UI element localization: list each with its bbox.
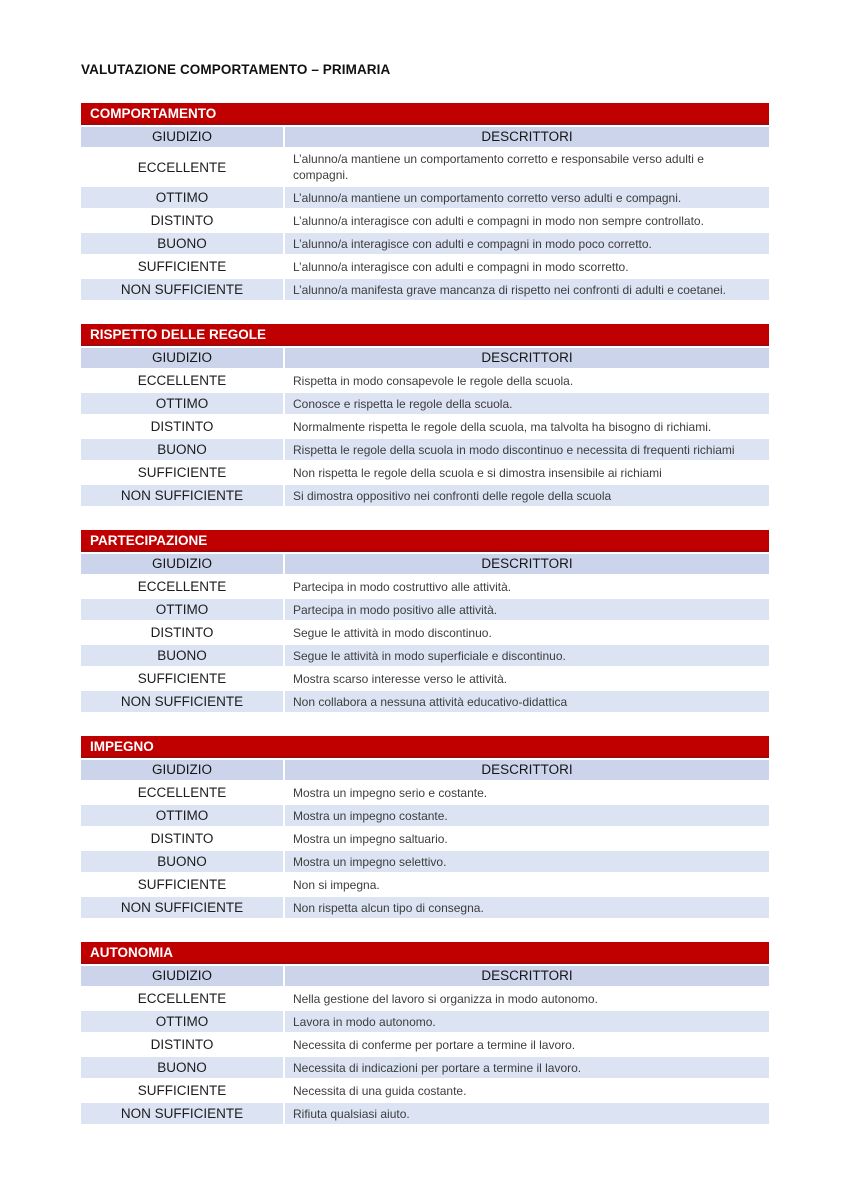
column-header-giudizio: GIUDIZIO xyxy=(81,348,284,369)
column-header-descrittori: DESCRITTORI xyxy=(284,127,769,148)
column-header-giudizio: GIUDIZIO xyxy=(81,760,284,781)
column-header-row xyxy=(81,127,769,148)
giudizio-cell: SUFFICIENTE xyxy=(81,873,284,896)
descrittore-cell: Nella gestione del lavoro si organizza in modo autonomo. xyxy=(284,987,769,1010)
table-row xyxy=(81,850,769,873)
table-row xyxy=(81,186,769,209)
table-row xyxy=(81,1033,769,1056)
column-header-giudizio: GIUDIZIO xyxy=(81,554,284,575)
giudizio-cell: NON SUFFICIENTE xyxy=(81,1102,284,1124)
giudizio-cell: SUFFICIENTE xyxy=(81,667,284,690)
column-header-descrittori: DESCRITTORI xyxy=(284,348,769,369)
descrittore-cell: Normalmente rispetta le regole della scuola, ma talvolta ha bisogno di richiami. xyxy=(284,415,769,438)
giudizio-cell: NON SUFFICIENTE xyxy=(81,896,284,918)
table-row xyxy=(81,621,769,644)
giudizio-cell: SUFFICIENTE xyxy=(81,1079,284,1102)
descrittore-cell: Rispetta le regole della scuola in modo discontinuo e necessita di frequenti richiami xyxy=(284,438,769,461)
giudizio-cell: OTTIMO xyxy=(81,598,284,621)
column-header-row xyxy=(81,554,769,575)
descrittore-cell: Non rispetta alcun tipo di consegna. xyxy=(284,896,769,918)
giudizio-cell: ECCELLENTE xyxy=(81,148,284,186)
giudizio-cell: DISTINTO xyxy=(81,621,284,644)
table-row xyxy=(81,232,769,255)
descrittore-cell: Partecipa in modo positivo alle attività. xyxy=(284,598,769,621)
giudizio-cell: DISTINTO xyxy=(81,1033,284,1056)
rubric-category-title: AUTONOMIA xyxy=(81,942,769,964)
table-row xyxy=(81,209,769,232)
rubric-table-autonomia xyxy=(81,942,769,1124)
descrittore-cell: Si dimostra oppositivo nei confronti delle regole della scuola xyxy=(284,484,769,506)
table-row xyxy=(81,1102,769,1124)
giudizio-cell: BUONO xyxy=(81,232,284,255)
giudizio-cell: SUFFICIENTE xyxy=(81,461,284,484)
table-row xyxy=(81,278,769,300)
rubric-grid xyxy=(81,348,769,506)
descrittore-cell: Segue le attività in modo superficiale e discontinuo. xyxy=(284,644,769,667)
table-row xyxy=(81,873,769,896)
giudizio-cell: BUONO xyxy=(81,850,284,873)
giudizio-cell: SUFFICIENTE xyxy=(81,255,284,278)
table-row xyxy=(81,1079,769,1102)
giudizio-cell: OTTIMO xyxy=(81,1010,284,1033)
column-header-descrittori: DESCRITTORI xyxy=(284,760,769,781)
column-header-giudizio: GIUDIZIO xyxy=(81,127,284,148)
rubric-category-title: RISPETTO DELLE REGOLE xyxy=(81,324,769,346)
descrittore-cell: Mostra un impegno saltuario. xyxy=(284,827,769,850)
giudizio-cell: DISTINTO xyxy=(81,415,284,438)
descrittore-cell: L’alunno/a mantiene un comportamento corretto e responsabile verso adulti e compagni. xyxy=(284,148,769,186)
table-row xyxy=(81,644,769,667)
column-header-descrittori: DESCRITTORI xyxy=(284,554,769,575)
giudizio-cell: ECCELLENTE xyxy=(81,369,284,392)
descrittore-cell: Necessita di una guida costante. xyxy=(284,1079,769,1102)
rubric-table-impegno xyxy=(81,736,769,918)
table-row xyxy=(81,667,769,690)
giudizio-cell: NON SUFFICIENTE xyxy=(81,690,284,712)
rubric-category-title: IMPEGNO xyxy=(81,736,769,758)
descrittore-cell: Mostra scarso interesse verso le attività. xyxy=(284,667,769,690)
descrittore-cell: L’alunno/a interagisce con adulti e compagni in modo scorretto. xyxy=(284,255,769,278)
descrittore-cell: Segue le attività in modo discontinuo. xyxy=(284,621,769,644)
giudizio-cell: BUONO xyxy=(81,438,284,461)
descrittore-cell: Non rispetta le regole della scuola e si dimostra insensibile ai richiami xyxy=(284,461,769,484)
giudizio-cell: OTTIMO xyxy=(81,392,284,415)
descrittore-cell: Mostra un impegno selettivo. xyxy=(284,850,769,873)
column-header-row xyxy=(81,966,769,987)
column-header-descrittori: DESCRITTORI xyxy=(284,966,769,987)
table-row xyxy=(81,575,769,598)
table-row xyxy=(81,255,769,278)
table-row xyxy=(81,415,769,438)
rubric-table-comportamento xyxy=(81,103,769,300)
giudizio-cell: DISTINTO xyxy=(81,827,284,850)
giudizio-cell: ECCELLENTE xyxy=(81,781,284,804)
table-row xyxy=(81,1010,769,1033)
table-row xyxy=(81,987,769,1010)
page-title: VALUTAZIONE COMPORTAMENTO – PRIMARIA xyxy=(81,62,391,77)
rubric-category-title: COMPORTAMENTO xyxy=(81,103,769,125)
descrittore-cell: L’alunno/a manifesta grave mancanza di rispetto nei confronti di adulti e coetanei. xyxy=(284,278,769,300)
rubric-grid xyxy=(81,966,769,1124)
table-row xyxy=(81,1056,769,1079)
table-row xyxy=(81,804,769,827)
table-row xyxy=(81,598,769,621)
table-row xyxy=(81,484,769,506)
rubric-table-partecipazione xyxy=(81,530,769,712)
descrittore-cell: L’alunno/a interagisce con adulti e compagni in modo poco corretto. xyxy=(284,232,769,255)
giudizio-cell: OTTIMO xyxy=(81,804,284,827)
table-row xyxy=(81,438,769,461)
giudizio-cell: NON SUFFICIENTE xyxy=(81,278,284,300)
rubric-category-title: PARTECIPAZIONE xyxy=(81,530,769,552)
table-row xyxy=(81,392,769,415)
descrittore-cell: Mostra un impegno serio e costante. xyxy=(284,781,769,804)
descrittore-cell: Lavora in modo autonomo. xyxy=(284,1010,769,1033)
descrittore-cell: Partecipa in modo costruttivo alle attività. xyxy=(284,575,769,598)
column-header-row xyxy=(81,760,769,781)
table-row xyxy=(81,690,769,712)
descrittore-cell: Mostra un impegno costante. xyxy=(284,804,769,827)
table-row xyxy=(81,369,769,392)
giudizio-cell: ECCELLENTE xyxy=(81,987,284,1010)
descrittore-cell: Necessita di conferme per portare a termine il lavoro. xyxy=(284,1033,769,1056)
rubric-grid xyxy=(81,127,769,300)
rubric-grid xyxy=(81,554,769,712)
descrittore-cell: Conosce e rispetta le regole della scuola. xyxy=(284,392,769,415)
giudizio-cell: ECCELLENTE xyxy=(81,575,284,598)
descrittore-cell: Non si impegna. xyxy=(284,873,769,896)
giudizio-cell: OTTIMO xyxy=(81,186,284,209)
descrittore-cell: L’alunno/a interagisce con adulti e compagni in modo non sempre controllato. xyxy=(284,209,769,232)
descrittore-cell: Rispetta in modo consapevole le regole della scuola. xyxy=(284,369,769,392)
table-row xyxy=(81,781,769,804)
descrittore-cell: Non collabora a nessuna attività educativo-didattica xyxy=(284,690,769,712)
rubric-grid xyxy=(81,760,769,918)
descrittore-cell: L’alunno/a mantiene un comportamento corretto verso adulti e compagni. xyxy=(284,186,769,209)
table-row xyxy=(81,461,769,484)
descrittore-cell: Necessita di indicazioni per portare a termine il lavoro. xyxy=(284,1056,769,1079)
giudizio-cell: NON SUFFICIENTE xyxy=(81,484,284,506)
giudizio-cell: BUONO xyxy=(81,1056,284,1079)
column-header-row xyxy=(81,348,769,369)
giudizio-cell: BUONO xyxy=(81,644,284,667)
rubric-table-rispetto-delle-regole xyxy=(81,324,769,506)
table-row xyxy=(81,896,769,918)
table-row xyxy=(81,827,769,850)
column-header-giudizio: GIUDIZIO xyxy=(81,966,284,987)
giudizio-cell: DISTINTO xyxy=(81,209,284,232)
descrittore-cell: Rifiuta qualsiasi aiuto. xyxy=(284,1102,769,1124)
table-row xyxy=(81,148,769,186)
